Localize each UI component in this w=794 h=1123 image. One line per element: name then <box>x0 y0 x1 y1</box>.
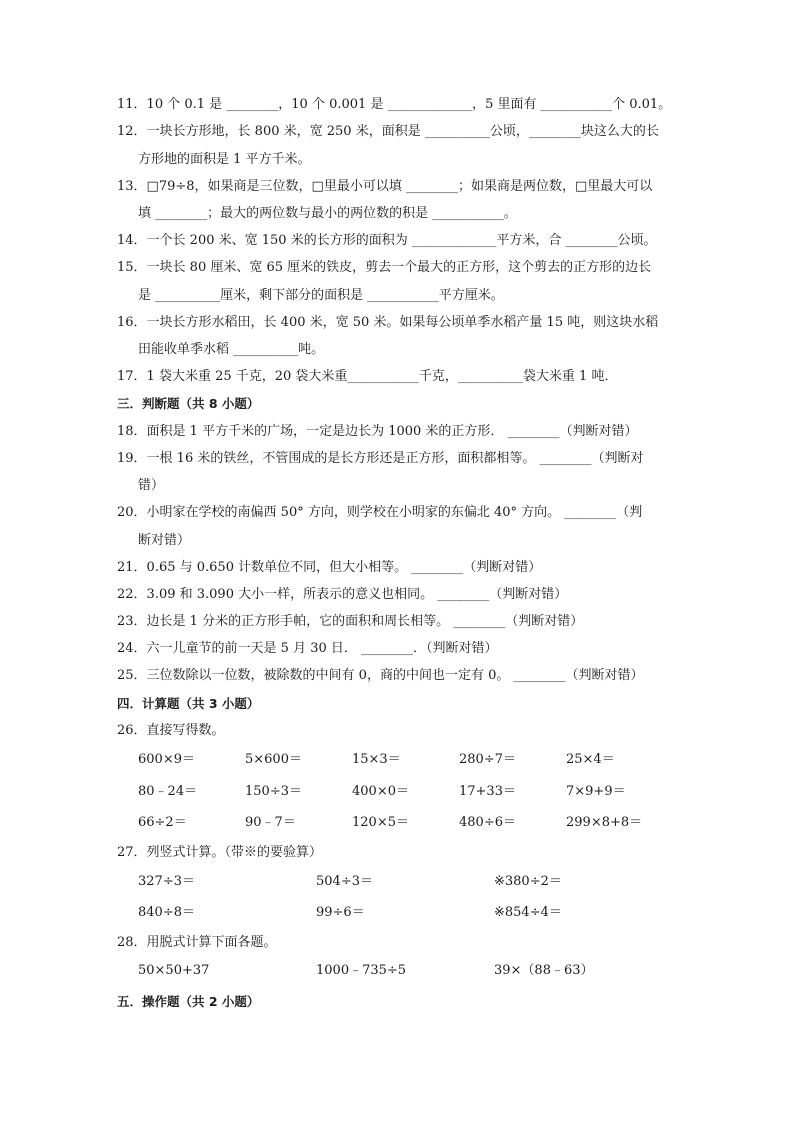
question-24: 24．六一儿童节的前一天是 5 月 30 日． ________．（判断对错） <box>117 641 498 656</box>
q26-item: 600×9＝ <box>138 752 195 767</box>
question-20-continued: 断对错） <box>138 533 191 548</box>
question-15: 15．一块长 80 厘米、宽 65 厘米的铁皮，剪去一个最大的正方形，这个剪去的正方形的边长 <box>117 260 652 275</box>
q26-item: 80﹣24＝ <box>138 784 198 799</box>
question-20: 20．小明家在学校的南偏西 50° 方向，则学校在小明家的东偏北 40° 方向。 ________（判 <box>117 505 643 520</box>
q27-item: 327÷3＝ <box>138 874 195 889</box>
question-21: 21．0.65 与 0.650 计数单位不同，但大小相等。 ________（判断对错） <box>117 560 542 575</box>
question-19: 19．一根 16 米的铁丝，不管围成的是长方形还是正方形，面积都相等。 ________（判断对 <box>117 451 644 466</box>
question-19-continued: 错） <box>138 478 165 493</box>
q27-item: ※380÷2＝ <box>494 874 562 889</box>
question-12: 12．一块长方形地，长 800 米，宽 250 米，面积是 __________公顷，________块这么大的长 <box>117 124 659 139</box>
question-18: 18．面积是 1 平方千米的广场，一定是边长为 1000 米的正方形． ________（判断对错） <box>117 424 638 439</box>
section-heading-judgement: 三．判断题（共 8 小题） <box>117 396 260 411</box>
q28-item: 39×（88﹣63） <box>494 963 594 978</box>
question-22: 22．3.09 和 3.090 大小一样，所表示的意义也相同。 ________（判断对错） <box>117 587 568 602</box>
q26-item: 280÷7＝ <box>459 752 516 767</box>
question-17: 17．1 袋大米重 25 千克，20 袋大米重___________千克，__________袋大米重 1 吨． <box>117 369 618 384</box>
section-heading-calculation: 四．计算题（共 3 小题） <box>117 696 260 711</box>
q26-item: 5×600＝ <box>245 752 302 767</box>
question-15-continued: 是 __________厘米，剩下部分的面积是 ___________平方厘米。 <box>138 288 504 303</box>
question-28: 28．用脱式计算下面各题。 <box>117 935 277 950</box>
question-16-continued: 田能收单季水稻 __________吨。 <box>138 342 325 357</box>
q26-item: 66÷2＝ <box>138 815 187 830</box>
q26-item: 17+33＝ <box>459 784 516 799</box>
question-12-continued: 方形地的面积是 1 平方千米。 <box>138 152 311 167</box>
q26-item: 15×3＝ <box>352 752 401 767</box>
question-25: 25．三位数除以一位数，被除数的中间有 0，商的中间也一定有 0。 ________（判断对错） <box>117 668 644 683</box>
q26-item: 150÷3＝ <box>245 784 302 799</box>
q26-item: 120×5＝ <box>352 815 409 830</box>
question-13-continued: 填 ________；最大的两位数与最小的两位数的积是 ___________。 <box>138 206 517 221</box>
q27-item: 504÷3＝ <box>316 874 373 889</box>
question-27: 27．列竖式计算。（带※的要验算） <box>117 845 323 860</box>
q28-item: 1000﹣735÷5 <box>316 963 407 978</box>
question-14: 14．一个长 200 米、宽 150 米的长方形的面积为 _____________平方米，合 ________公顷。 <box>117 233 657 248</box>
q26-item: 7×9+9＝ <box>566 784 626 799</box>
q26-item: 90﹣7＝ <box>245 815 296 830</box>
q26-item: 299×8+8＝ <box>566 815 643 830</box>
section-heading-operation: 五．操作题（共 2 小题） <box>117 994 260 1009</box>
q26-item: 480÷6＝ <box>459 815 516 830</box>
question-13: 13．□79÷8，如果商是三位数，□里最小可以填 ________；如果商是两位数，□里最大可以 <box>117 179 653 194</box>
q27-item: 840÷8＝ <box>138 905 195 920</box>
question-26: 26．直接写得数。 <box>117 723 225 738</box>
q26-item: 400×0＝ <box>352 784 409 799</box>
question-16: 16．一块长方形水稻田，长 400 米，宽 50 米。如果每公顷单季水稻产量 15 吨，则这块水稻 <box>117 315 659 330</box>
question-11: 11．10 个 0.1 是 ________，10 个 0.001 是 _____________，5 里面有 ___________个 0.01。 <box>117 97 672 112</box>
q27-item: 99÷6＝ <box>316 905 365 920</box>
q26-item: 25×4＝ <box>566 752 615 767</box>
question-23: 23．边长是 1 分米的正方形手帕，它的面积和周长相等。 ________（判断对错） <box>117 614 584 629</box>
q28-item: 50×50+37 <box>138 963 210 978</box>
q27-item: ※854÷4＝ <box>494 905 562 920</box>
